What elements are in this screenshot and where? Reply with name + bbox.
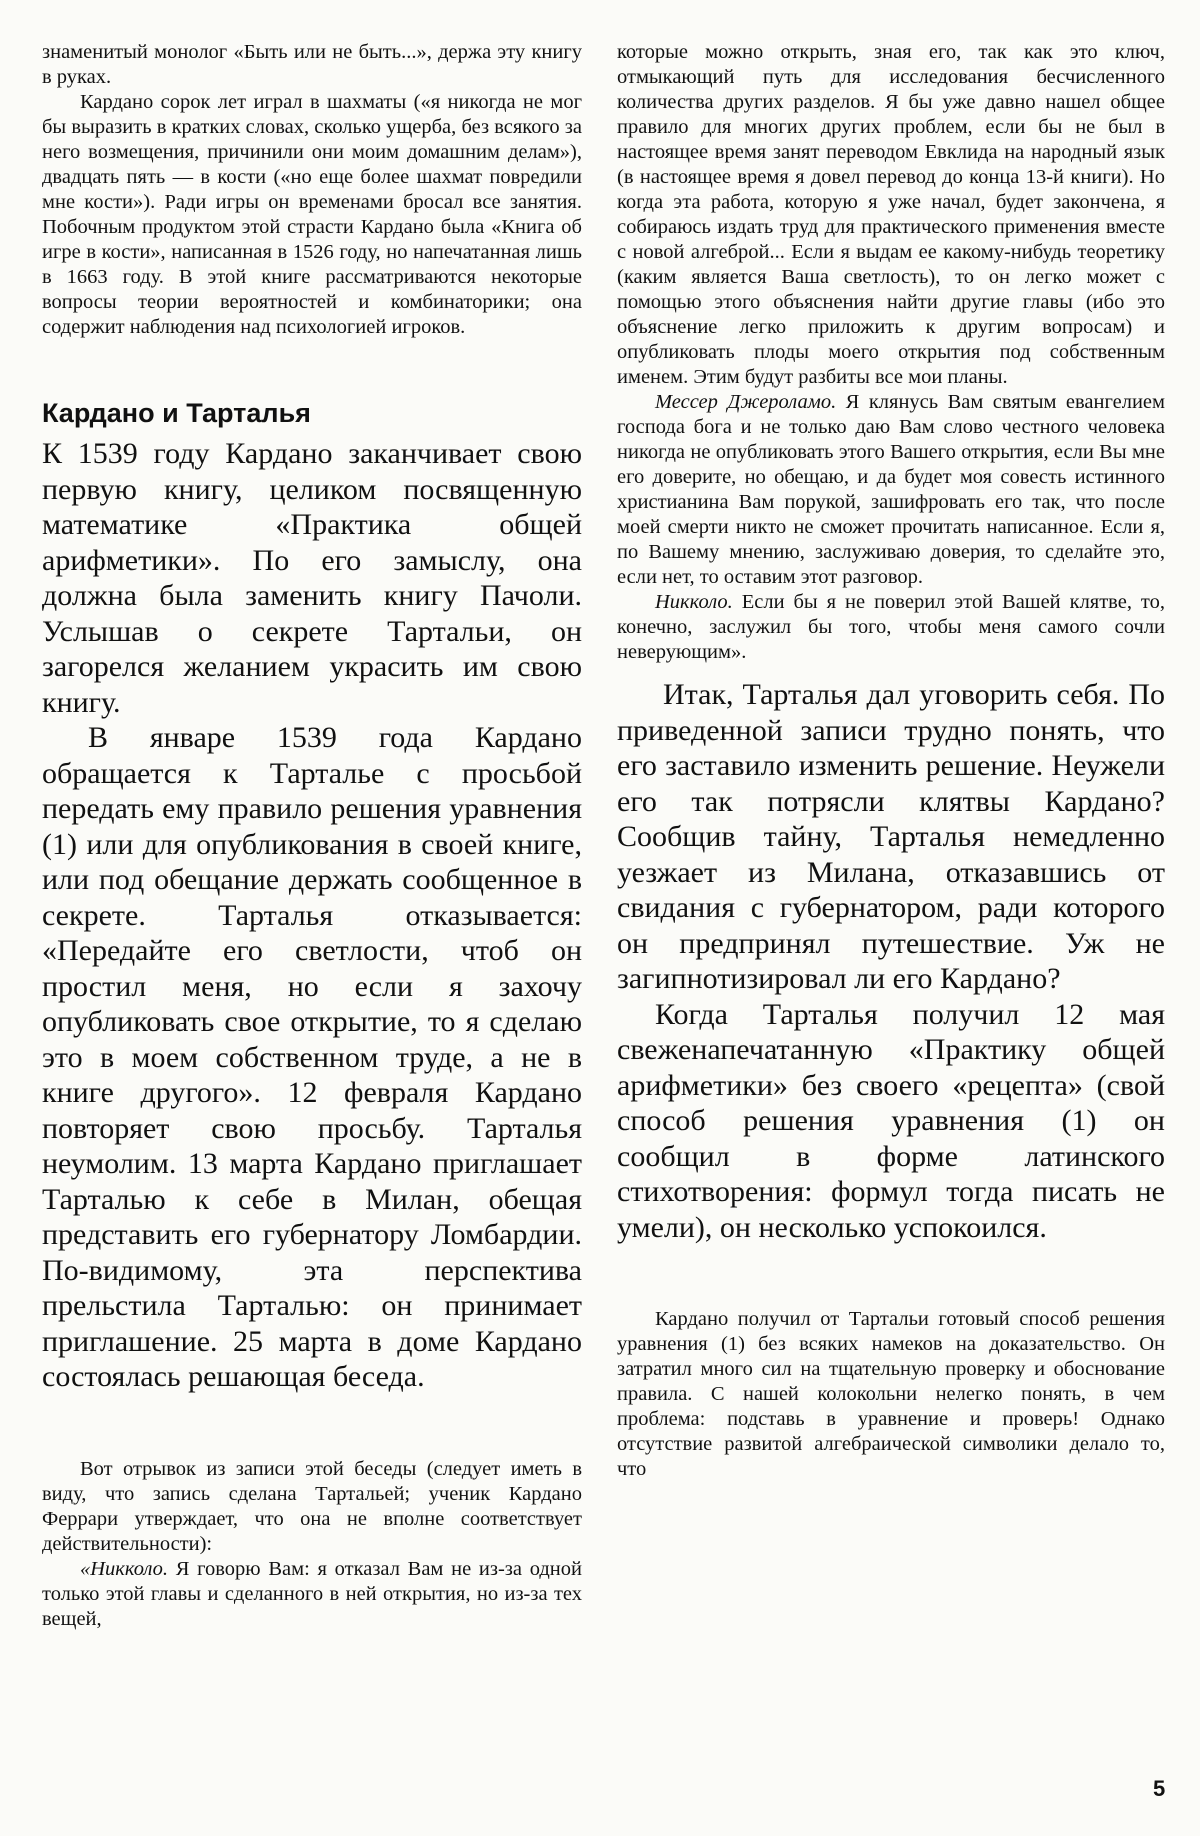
right-spacer-1 (617, 665, 1165, 677)
left-paragraph-3: К 1539 году Кардано заканчивает свою первую книгу, целиком посвященную математике «Практика общей арифметики». По его замыслу, она должна была заменить книгу Пачоли. Услышав о секрете Тартальи, он загорелся желанием украсить им свою книгу. (42, 437, 582, 719)
right-paragraph-2 (617, 390, 1165, 590)
right-paragraph-6: Кардано получил от Тартальи готовый способ решения уравнения (1) без всяких намеков на доказательство. Он затратил много сил на тщательную проверку и обоснование правила. С нашей колокольни нелегко понять, в чем проблема: подставь в уравнение и проверь! Однако отсутствие развитой алгебраической символики делало то, что (617, 1308, 1165, 1480)
left-column (42, 40, 582, 1632)
left-paragraph-5: Вот отрывок из записи этой беседы (следует иметь в виду, что запись сделана Тартальей; ученик Кардано Феррари утверждает, что она не вполне соответствует действительности): (42, 1457, 582, 1555)
left-paragraph-4: В январе 1539 года Кардано обращается к Тарталье с просьбой передать ему правило решения уравнения (1) или для опубликования в своей книге, или под обещание держать сообщенное в секрете. Тарталья отказывается: «Передайте его светлости, чтоб он простил меня, но если я захочу опубликовать свое открытие, то я сделаю это в моем собственном труде, а не в книге другого». 12 февраля Кардано повторяет свою просьбу. Тарталья неумолим. 13 марта Кардано приглашает Тарталью к себе в Милан, обещая представить его губернатору Ломбардии. По-видимому, эта перспектива прельстила Тарталью: он принимает приглашение. 25 марта в доме Кардано состоялась решающая беседа. (42, 721, 582, 1393)
left-paragraph-1: знаменитый монолог «Быть или не быть...», держа эту книгу в руках. (42, 41, 582, 88)
left-paragraph-6 (42, 1557, 582, 1632)
right-paragraph-5: Когда Тарталья получил 12 мая свеженапечатанную «Практику общей арифметики» без своего «рецепта» (свой способ решения уравнения (1) он сообщил в форме латинского стихотворения: формул тогда писать не умели), он несколько успокоился. (617, 997, 1165, 1244)
right-paragraph-3-text: Если бы я не поверил этой Вашей клятве, то, конечно, заслужил бы того, чтобы меня самого сочли неверующим». (617, 591, 1165, 663)
right-paragraph-1: которые можно открыть, зная его, так как это ключ, отмыкающий путь для исследования бесчисленного количества других разделов. Я бы уже давно нашел общее правило для многих других проблем, если бы не был в настоящее время занят переводом Евклида на народный язык (в настоящее время я довел перевод до конца 13-й книги). Но когда эта работа, которую я уже начал, будет закончена, я собираюсь издать труд для практического применения вместе с новой алгеброй... Если я выдам ее какому-нибудь теоретику (каким является Ваша светлость), то он легко может с помощью этого объяснения найти другие главы (ибо это объяснение легко приложить к другим вопросам) и опубликовать плоды моего открытия под собственным именем. Этим будут разбиты все мои планы. (617, 41, 1165, 388)
right-paragraph-3 (617, 590, 1165, 665)
speaker-niccolo-2: Никколо. (655, 591, 733, 613)
left-paragraph-2: Кардано сорок лет играл в шахматы («я никогда не мог бы выразить в кратких словах, сколько ущерба, без всякого за него возмещения, причинили они моим домашним делам»), двадцать пять — в кости («но еще более шахмат повредили мне кости»). Ради игры он временами бросал все занятия. Побочным продуктом этой страсти Кардано была «Книга об игре в кости», написанная в 1526 году, но напечатанная лишь в 1663 году. В этой книге рассматриваются некоторые вопросы теории вероятностей и комбинаторики; она содержит наблюдения над психологией игроков. (42, 91, 582, 338)
right-spacer-2 (617, 1245, 1165, 1307)
left-paragraph-6-text: Я говорю Вам: я отказал Вам не из-за одной только этой главы и сделанного в ней открытия, но из-за тех вещей, (42, 1557, 582, 1630)
section-heading: Кардано и Тарталья (42, 398, 311, 428)
speaker-niccolo: «Никколо. (80, 1557, 169, 1580)
right-paragraph-2-text: Я клянусь Вам святым евангелием господа бога и не только даю Вам слово честного человека никогда не опубликовать этого Вашего открытия, если Вы мне его доверите, но обещаю, и да будет моя совесть истинного христианина Вам порукой, зашифровать его так, что после моей смерти никто не сможет прочитать написанное. Если я, по Вашему мнению, заслуживаю доверия, то сделайте это, если нет, то оставим этот разговор. (617, 391, 1166, 588)
left-spacer (42, 1395, 582, 1457)
right-paragraph-4: Итак, Тарталья дал уговорить себя. По приведенной записи трудно понять, что его заставило изменить решение. Неужели его так потрясли клятвы Кардано? Сообщив тайну, Тарталья немедленно уезжает из Милана, отказавшись от свидания с губернатором, ради которого он предпринял путешествие. Уж не загипнотизировал ли его Кардано? (617, 678, 1165, 995)
speaker-gerolamo: Мессер Джероламо. (655, 391, 837, 413)
page-number: 5 (1153, 1776, 1166, 1801)
right-column (617, 40, 1165, 1482)
